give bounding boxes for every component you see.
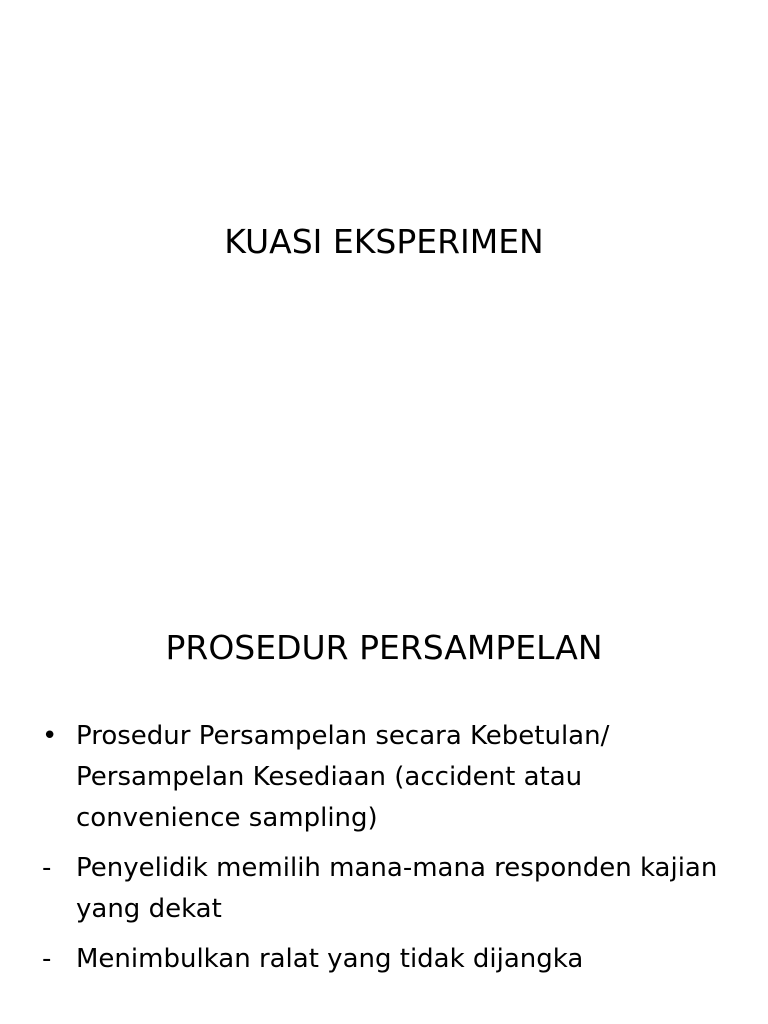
list-item-text: Penyelidik memilih mana-mana responden kajian yang dekat [76, 853, 718, 924]
list-item [40, 848, 730, 930]
dash-marker: - [42, 853, 52, 883]
list-item-text: Menimbulkan ralat yang tidak dijangka [76, 944, 584, 974]
dash-marker: - [42, 944, 52, 974]
bullet-marker: • [42, 721, 58, 751]
slide-2 [0, 512, 768, 1024]
slide-1-title: KUASI EKSPERIMEN [224, 222, 544, 261]
list-item [40, 939, 730, 980]
list-item-text: Prosedur Persampelan secara Kebetulan/ Persampelan Kesediaan (accident atau convenience sampling) [76, 721, 610, 833]
slide-2-title: PROSEDUR PERSAMPELAN [165, 628, 603, 667]
list-item [40, 716, 730, 839]
slide-2-bullet-list [40, 716, 730, 989]
